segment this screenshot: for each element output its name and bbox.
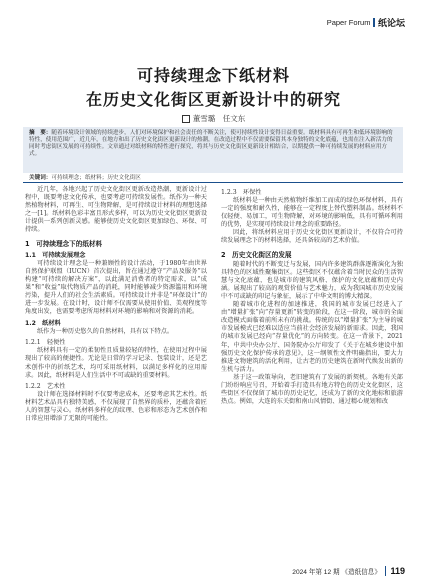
paragraph-1-2: 纸作为一种历史悠久的自然材料，具有以下特点。 [37,328,174,336]
paragraph-1-2-3: 纸材料是一种由天然植物纤维加工而成的绿色环保材料，具有一定的强度和耐久性，能够在一定程度上替代塑料制品。纸材料不仅轻便、易加工，可生物降解，对环境的影响低，具有可循环利用的优势，是实现可持续设计理念的重要路径。 [221,197,403,229]
paragraph-1-2-2: 设计师在选择材料时不仅要考虑成本，还要考虑其艺术性。纸材料艺术品具有独特美感，不仅展现了自然界的质朴，还蕴含着匠人的智慧与灵心。纸材料多样化的纹理、色彩和形态为艺术创作和日常应用增添了无限的可能性。 [25,390,207,422]
authors [0,113,427,124]
paragraph-2-c: 基于这一政策导向，老旧建筑有了发展的新契机。各地有关部门纷纷响应号召，开始着手打造具有地方特色的历史文化街区，这些街区不仅保留了城市的历史记忆，还成为了新的文化地标和旅游热点。例如，大连的东关街和南山风情街、通过精心规划和改 [221,373,403,406]
header-forum: Paper Forum [326,18,371,27]
section-heading-2: 2 历史文化街区的发展 [221,250,292,259]
right-column-content [221,186,403,406]
article-title-line2: 在历史文化街区更新设计中的研究 [85,90,341,109]
header-column: 纸论坛 [377,18,405,28]
abstract-divider [23,182,403,183]
abstract-text: 随着环境设计领域的持续进步，人们对环境保护和社会责任的不断关注，使可持续性设计变得日益重要。纸材料具有可再生和低环境影响的特性，使用范围广，近几年，在地方和出了历史文化街区更新设计的热潮，在改造过程中不仅需要保留其本身独特的文化底蕴，也需在注入新活力的同时考虑街区发展的可持续性。文章通过对纸材料的特性进行探究，将其与历史文化街区更新设计相结合，以期提供一种可持续发展的材料应用方式。 [29,130,393,158]
paragraph-2-b: 随着城市化进程的加速推进，我国的城市发展已经进入了由“增量扩张”向“存量更新”转变的阶段，在这一阶段，城市的全面改造模式面临着前所未有的挑战。传统的以“增量扩张”为主导的城市发展模式已经难以适应当前社会经济发展的新需求。因此，我国的城市发展已经向“存量优化”的方向转变。在这一背景下，2021年，中共中央办公厅、国务院办公厅印发了《关于在城乡建设中加强历史文化保护传承的意见》，这一纲领性文件明确指出，要大力推进文物建筑的活化利用，让古老的历史建筑在新时代焕发出新的生机与活力。 [221,301,403,373]
footer-divider [385,566,387,576]
section-heading-1-2-1: 1.2.1 轻便性 [25,339,66,347]
abstract-label: 摘 要： [29,130,52,136]
author-box-icon [182,115,190,123]
article-title-line1: 可持续理念下纸材料 [136,66,290,85]
page-number: 119 [390,566,405,576]
section-heading-1: 1 可持续理念下的纸材料 [25,239,103,248]
paragraph-transition: 因此，将纸材料应用于历史文化街区更新设计，不仅符合可持续发展理念下的材料选择，还具备较高的艺术价值。 [221,229,403,245]
intro-paragraph: 近几年，各地兴起了历史文化街区更新改造热潮，更新设计过程中，既要考虑文化传承，也要考虑可持续发展性。纸作为一种天然植物材料，可再生、可生物降解，是可持续设计材料的理想选择之一[1]。纸材料色彩丰富且形式多样，可以为历史文化街区更新设计提供一系列创新灵感。能够使历史文化街区更加绿色、环保、可持续。 [25,186,208,234]
paragraph-2-a: 随着时代的不断变迁与发展，国内许多建筑群落逐渐演化为独具特色的区域性聚集街区。这些街区不仅蕴含着当时民众的生活智慧与文化底蕴，也是城市的建筑风格、保护的文化底蕴和历史内涵。展现出了较高的观赏价值与艺术魅力，成为我国城市历史发展中不可或缺的印记与象征，展示了中华文明的博大精深。 [221,260,403,300]
keywords-text: 可持续理念；纸材料；历史文化街区 [51,175,141,181]
paragraph-1-1: 可持续设计理念是一种兼顾性的设计活动，于1980年由世界自然保护联盟（IUCN）首次提出，旨在通过遵守“产品及服务”以构建“可持续的解决方案”，以此满足消费者的特定需求，以“成果”和“收益”取代物质产品的消耗，同时能够减少资源滥用和环境污染，提升人们的社会生活素质。可持续设计并非是“环保设计”的进一步发展。在设计时，设计师不仅需要从使用价值、美观程度等角度出发，也需要考虑所用材料对环境的影响和对资源的消耗。 [25,259,207,316]
left-column [25,186,207,423]
header-divider [373,18,375,27]
keywords [29,173,399,181]
footer-issue: 2024 年第 12 期 《造纸信息》 [292,569,381,576]
author-names: 董雪璐 任文东 [192,114,246,123]
page-footer [292,566,405,576]
section-heading-1-1: 1.1 可持续发展理念 [25,251,86,259]
paragraph-1-2-1: 纸材料具有一定的柔韧性且质量较轻的特性，在使用过程中展现出了较高的便捷性。无论是日常的学习记录、包装设计，还是艺术创作中的折纸艺术，均可采用纸材料，以满足多样化的应用需求。因此，纸材料是人们生活中不可或缺的重要材料。 [25,347,207,379]
section-heading-1-2-3: 1.2.3 环保性 [221,189,262,196]
keywords-label: 关键词： [29,175,52,181]
section-heading-1-2-2: 1.2.2 艺术性 [25,382,66,390]
page-header [327,16,405,29]
section-heading-1-2: 1.2 纸材料 [25,320,61,328]
abstract-box [23,127,403,173]
